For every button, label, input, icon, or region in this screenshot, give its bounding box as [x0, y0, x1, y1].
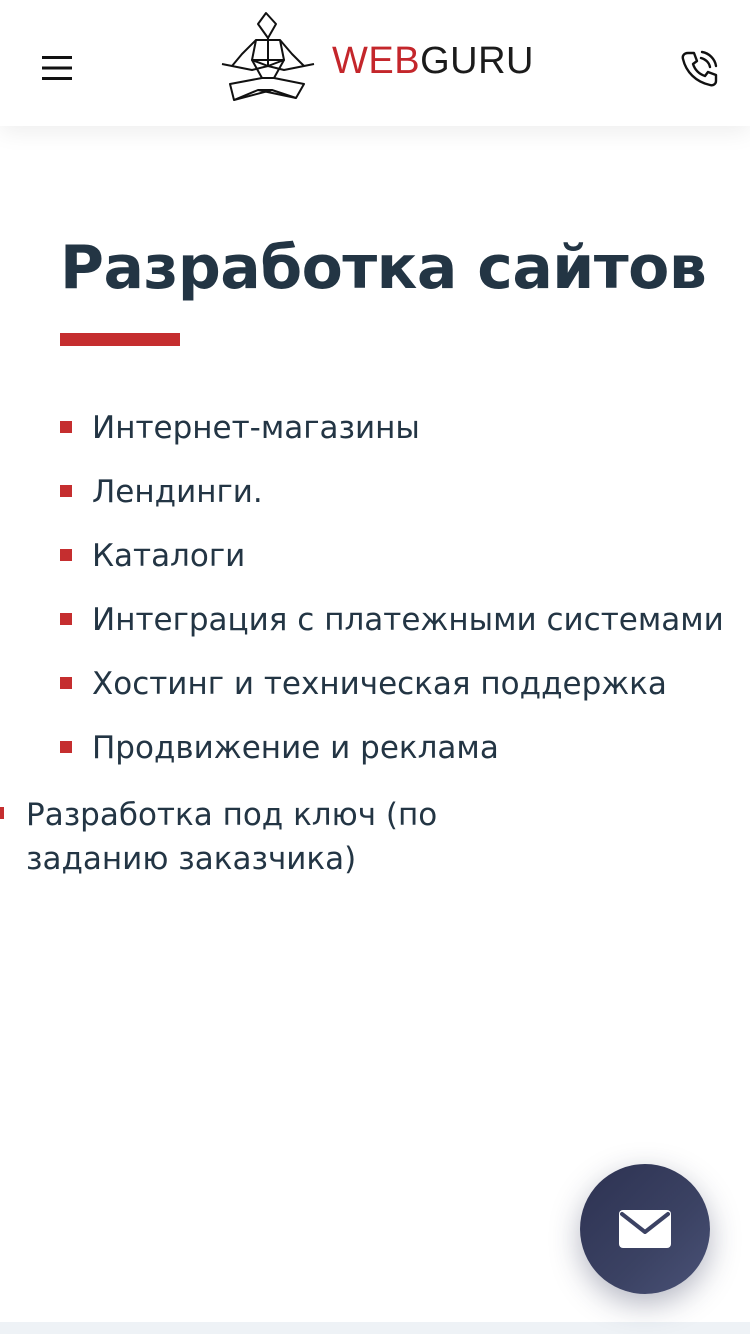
- mail-icon: [619, 1210, 671, 1248]
- contact-mail-button[interactable]: [580, 1164, 710, 1294]
- list-item-label: Интернет-магазины: [92, 410, 420, 446]
- hamburger-icon: [40, 55, 74, 81]
- logo-text-guru: GURU: [420, 40, 534, 82]
- bullet-marker: [60, 421, 72, 433]
- bullet-marker: [60, 741, 72, 753]
- bullet-marker: [60, 677, 72, 689]
- phone-icon: [677, 47, 721, 91]
- site-header: [0, 0, 750, 126]
- bullet-marker: [60, 485, 72, 497]
- guru-figure-logo-icon: [212, 10, 322, 106]
- list-item-label: Интеграция с платежными системами: [92, 602, 724, 638]
- list-item-label: Хостинг и техническая поддержка: [92, 666, 667, 702]
- bullet-marker: [60, 549, 72, 561]
- list-item-label: Лендинги.: [92, 474, 263, 510]
- bullet-marker: [60, 613, 72, 625]
- logo-text-web: WEB: [332, 40, 421, 82]
- list-item-label: Каталоги: [92, 538, 246, 574]
- menu-button[interactable]: [34, 45, 80, 91]
- list-item-label: Продвижение и реклама: [92, 730, 499, 766]
- title-underline: [60, 333, 180, 346]
- page-title: Разработка сайтов: [60, 233, 707, 303]
- list-item-label: Разработка под ключ (по заданию заказчика): [26, 797, 438, 877]
- logo-wordmark: [332, 39, 534, 83]
- site-logo[interactable]: [212, 10, 552, 106]
- bullet-marker: [0, 807, 4, 819]
- footer-edge: [0, 1322, 750, 1334]
- phone-button[interactable]: [674, 44, 724, 94]
